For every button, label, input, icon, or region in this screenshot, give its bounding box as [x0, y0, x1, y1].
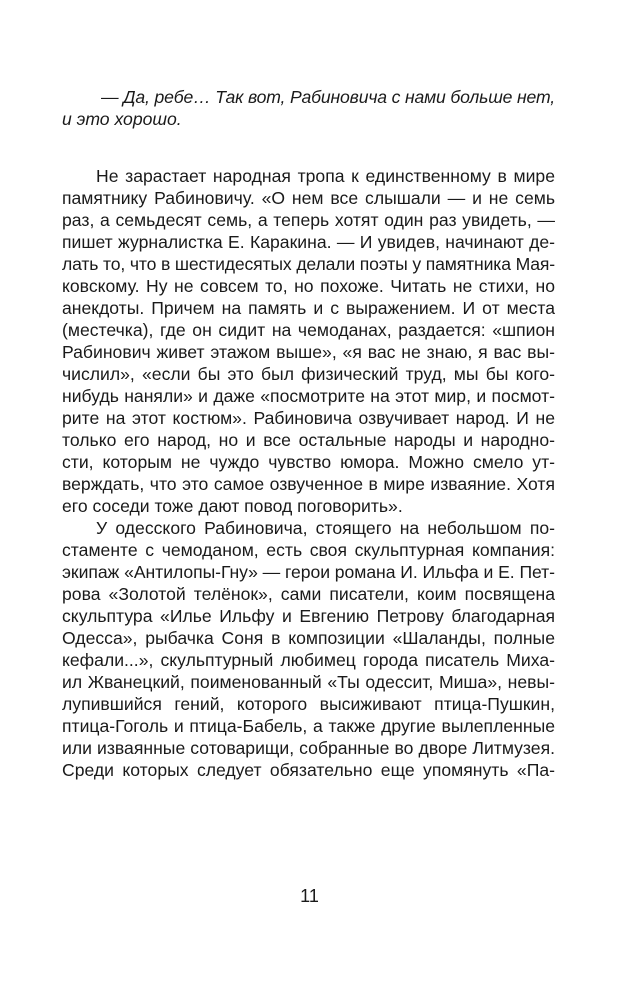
text-line: нибудь наняли» и даже «посмотрите на этот мир, и посмот-: [62, 386, 555, 406]
text-line: Одесса», рыбачка Соня в композиции «Шаланды, полные: [62, 628, 555, 648]
text-line: скульптура «Илье Ильфу и Евгению Петрову благодарная: [62, 606, 555, 626]
text-line: сти, которым не чуждо чувство юмора. Можно смело ут-: [62, 452, 555, 472]
text-line: верждать, что это самое озвученное в мире изваяние. Хотя: [62, 474, 555, 494]
text-line: птица-Гоголь и птица-Бабель, а также другие вылепленные: [62, 716, 555, 736]
text-line: У одесского Рабиновича, стоящего на небольшом по-: [96, 518, 555, 538]
text-line: или изваянные сотоварищи, собранные во дворе Литмузея.: [62, 738, 555, 758]
page-number: 11: [300, 886, 319, 906]
text-line: числил», «если бы это был физический труд, мы бы кого-: [62, 364, 555, 384]
text-line: (местечка), где он сидит на чемоданах, раздается: «шпион: [62, 320, 555, 340]
text-line: лать то, что в шестидесятых делали поэты у памятника Мая-: [62, 254, 555, 274]
text-line: раз, а семьдесят семь, а теперь хотят один раз увидеть, —: [62, 210, 555, 230]
text-line: только его народ, но и все остальные народы и народно-: [62, 430, 555, 450]
text-line: Рабинович живет этажом выше», «я вас не знаю, я вас вы-: [62, 342, 555, 362]
text-line: стаменте с чемоданом, есть своя скульптурная компания:: [62, 540, 555, 560]
text-line: лупившийся гений, которого высиживают птица-Пушкин,: [62, 694, 555, 714]
text-line: рите на этот костюм». Рабиновича озвучивает народ. И не: [62, 408, 555, 428]
text-line: анекдоты. Причем на память и с выражением. И от места: [62, 298, 555, 318]
text-line: ил Жванецкий, поименованный «Ты одессит, Миша», невы-: [62, 672, 555, 692]
text-line: кефали...», скульптурный любимец города писатель Миха-: [62, 650, 555, 670]
text-line: пишет журналистка Е. Каракина. — И увидев, начинают де-: [62, 232, 555, 252]
text-line: памятнику Рабиновичу. «О нем все слышали — и не семь: [62, 188, 555, 208]
quote-line: и это хорошо.: [62, 109, 182, 129]
quote-line: — Да, ребе… Так вот, Рабиновича с нами больше нет,: [101, 87, 555, 107]
text-line: его соседи тоже дают повод поговорить».: [62, 496, 403, 516]
text-line: экипаж «Антилопы-Гну» — герои романа И. Ильфа и Е. Пет-: [62, 562, 555, 582]
text-line: Не зарастает народная тропа к единственному в мире: [96, 166, 555, 186]
text-line: ковскому. Ну не совсем то, но похоже. Читать не стихи, но: [62, 276, 555, 296]
text-line: Среди которых следует обязательно еще упомянуть «Па-: [62, 760, 555, 780]
text-line: рова «Золотой телёнок», сами писатели, коим посвящена: [62, 584, 555, 604]
